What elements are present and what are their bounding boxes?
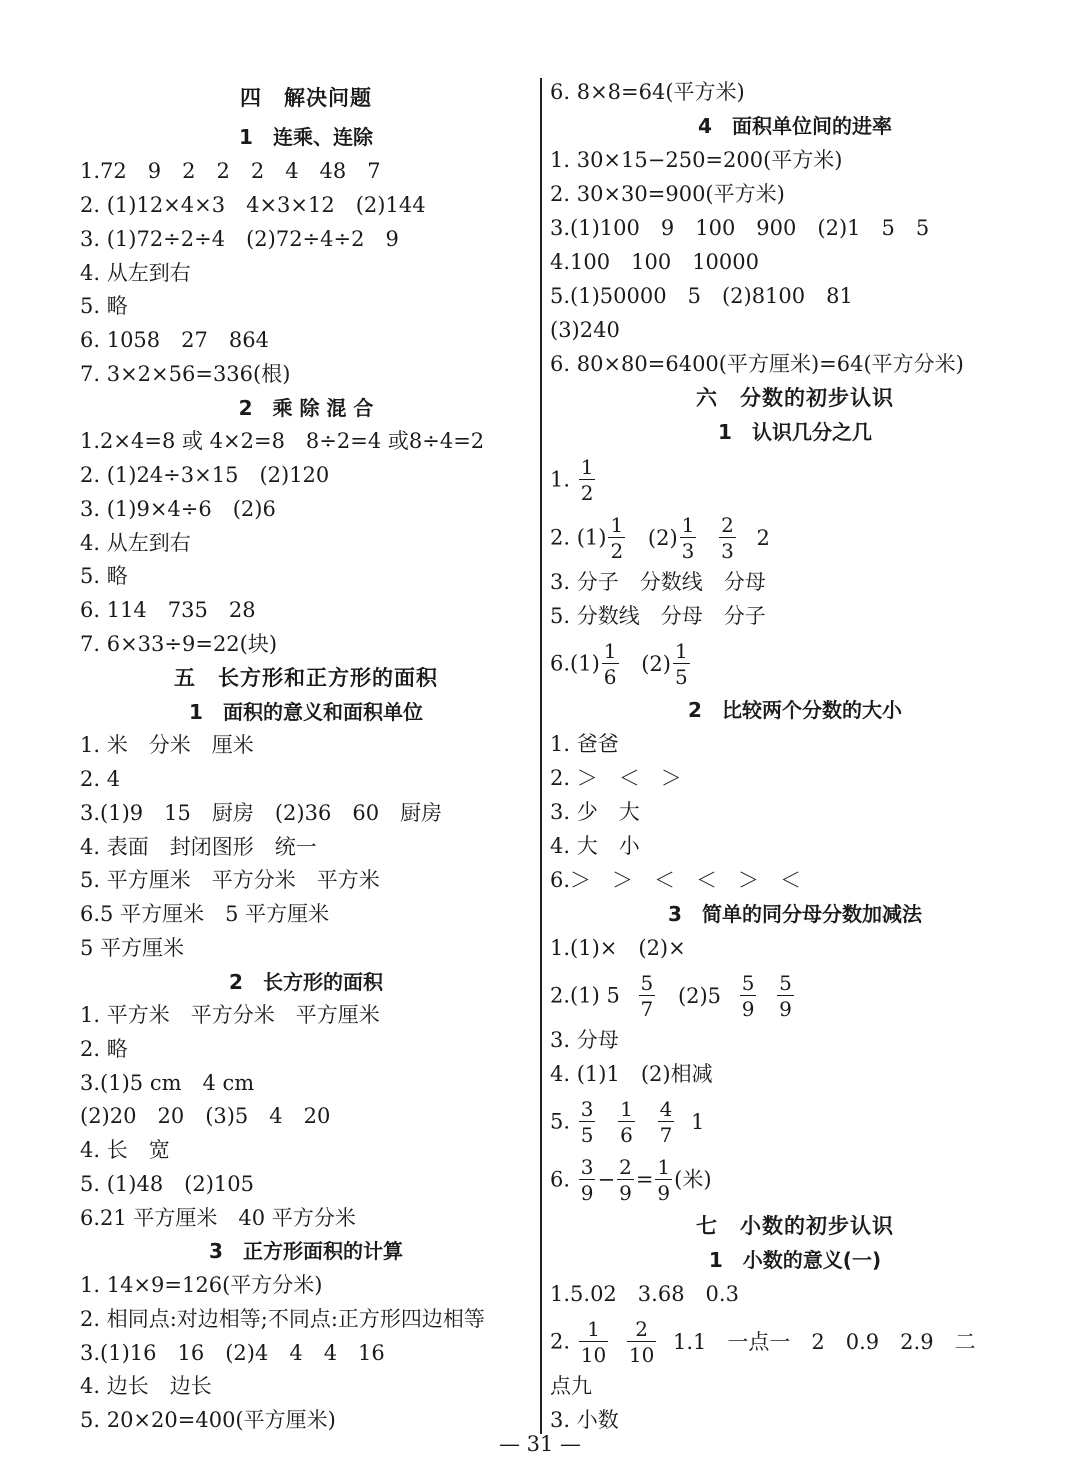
fraction	[579, 1154, 596, 1205]
answer-line: 5. 分数线 分母 分子	[550, 604, 766, 628]
answer-value: 1	[691, 1109, 705, 1134]
question-number: 5.	[550, 1109, 571, 1134]
fraction	[719, 512, 736, 563]
answer-line: 4. (1)1 (2)相减	[550, 1062, 713, 1086]
answer-line: 3. 分母	[550, 1028, 619, 1052]
section-title: 四 解决问题	[240, 86, 372, 110]
numerator: 1	[657, 1154, 671, 1179]
answer-line: 3. (1)72÷2÷4 (2)72÷4÷2 9	[80, 227, 399, 251]
answer-value: 2	[756, 525, 770, 550]
fraction-answer-line	[550, 1090, 704, 1152]
section-title: 六 分数的初步认识	[696, 386, 894, 410]
subsection-title: 3 简单的同分母分数加减法	[668, 902, 922, 926]
subsection-title: 4 面积单位间的进率	[698, 114, 892, 138]
fraction	[777, 970, 794, 1021]
answer-line: 3.(1)9 15 厨房 (2)36 60 厨房	[80, 801, 443, 825]
fraction	[658, 1096, 675, 1147]
fraction	[602, 638, 619, 689]
answer-line: 5 平方厘米	[80, 936, 185, 960]
fraction	[639, 970, 656, 1021]
numerator: 1	[603, 638, 617, 663]
answer-line: (3)240	[550, 318, 620, 342]
section-title: 五 长方形和正方形的面积	[174, 666, 438, 690]
fraction	[740, 970, 757, 1021]
fraction	[579, 1316, 608, 1367]
fraction	[617, 1154, 634, 1205]
numerator: 1	[674, 638, 688, 663]
answer-line: 6. 8×8=64(平方米)	[550, 80, 745, 104]
answer-line: 1. 爸爸	[550, 732, 619, 756]
denominator: 9	[741, 996, 755, 1021]
answer-line: 2. 相同点:对边相等;不同点:正方形四边相等	[80, 1307, 485, 1331]
answer-line: 2. (1)12×4×3 4×3×12 (2)144	[80, 193, 426, 217]
fraction	[608, 512, 625, 563]
sub-question: (2)	[641, 651, 671, 676]
answer-line: 1. 平方米 平方分米 平方厘米	[80, 1003, 380, 1027]
answer-line: 4. 表面 封闭图形 统一	[80, 835, 317, 859]
fraction	[579, 1096, 596, 1147]
answer-line: 7. 3×2×56=336(根)	[80, 362, 291, 386]
answer-line: 2. 略	[80, 1037, 128, 1061]
question-number: 6.(1)	[550, 651, 600, 676]
fraction-answer-line	[550, 964, 796, 1026]
denominator: 3	[681, 538, 695, 563]
fraction-answer-line	[550, 506, 770, 568]
answer-line: 1. 30×15−250=200(平方米)	[550, 148, 843, 172]
answer-line: 5.(1)50000 5 (2)8100 81	[550, 284, 853, 308]
answer-line: 6.5 平方厘米 5 平方厘米	[80, 902, 330, 926]
denominator: 2	[610, 538, 624, 563]
numerator: 1	[580, 454, 594, 479]
answer-line: 5. 略	[80, 564, 128, 588]
answer-line: 5. 20×20=400(平方厘米)	[80, 1408, 336, 1432]
answer-line: 6. 1058 27 864	[80, 328, 269, 352]
minus-sign: −	[597, 1167, 616, 1192]
numerator: 5	[741, 970, 755, 995]
answer-line: 3.(1)100 9 100 900 (2)1 5 5	[550, 216, 930, 240]
numerator: 2	[627, 1319, 656, 1342]
numerator: 1	[579, 1319, 608, 1342]
question-number: 1.	[550, 467, 571, 492]
fraction	[680, 512, 697, 563]
fraction-answer-line	[550, 632, 692, 694]
subsection-title: 2 比较两个分数的大小	[688, 698, 902, 722]
answer-line: 2. 4	[80, 767, 121, 791]
subsection-title: 1 认识几分之几	[718, 420, 872, 444]
numerator: 1	[610, 512, 624, 537]
answer-line: 2. ＞ ＜ ＞	[550, 766, 682, 790]
numerator: 2	[721, 512, 734, 537]
column-divider	[540, 78, 542, 1434]
answer-line: 5. 平方厘米 平方分米 平方米	[80, 868, 380, 892]
subsection-title: 2 乘 除 混 合	[238, 396, 374, 420]
equals-sign: =	[635, 1167, 654, 1192]
numerator: 2	[619, 1154, 632, 1179]
denominator: 6	[603, 664, 617, 689]
page-number: — 31 —	[498, 1432, 582, 1456]
subsection-title: 3 正方形面积的计算	[209, 1239, 403, 1263]
answer-line: (2)20 20 (3)5 4 20	[80, 1104, 331, 1128]
answer-line: 1. 米 分米 厘米	[80, 733, 254, 757]
denominator: 9	[657, 1180, 671, 1205]
subsection-title: 1 小数的意义(一)	[708, 1248, 882, 1272]
answer-line: 1. 14×9=126(平方分米)	[80, 1273, 323, 1297]
answer-line: 3. 分子 分数线 分母	[550, 570, 766, 594]
answer-line: 2. (1)24÷3×15 (2)120	[80, 463, 330, 487]
unit-label: (米)	[674, 1167, 712, 1192]
question-number: 6.	[550, 1167, 571, 1192]
answer-line: 点九	[550, 1374, 592, 1398]
answer-line: 1.2×4=8 或 4×2=8 8÷2=4 或8÷4=2	[80, 429, 485, 453]
answer-line: 1.5.02 3.68 0.3	[550, 1282, 739, 1306]
fraction	[627, 1316, 656, 1367]
numerator: 1	[620, 1096, 633, 1121]
denominator: 9	[619, 1180, 632, 1205]
fraction-answer-line	[550, 1148, 712, 1210]
answer-line: 4. 从左到右	[80, 261, 191, 285]
answer-line: 5. 略	[80, 294, 128, 318]
numerator: 3	[580, 1096, 594, 1121]
answer-line: 6.＞ ＞ ＜ ＜ ＞ ＜	[550, 868, 802, 892]
answer-line: 3.(1)16 16 (2)4 4 4 16	[80, 1341, 385, 1365]
fraction-answer-line	[550, 1310, 976, 1372]
fraction-answer-line	[550, 448, 597, 510]
sub-question: (2)	[647, 525, 678, 550]
answer-line: 7. 6×33÷9=22(块)	[80, 632, 278, 656]
denominator: 2	[580, 480, 594, 505]
answer-line: 3. 少 大	[550, 800, 640, 824]
answer-line: 6. 80×80=6400(平方厘米)=64(平方分米)	[550, 352, 964, 376]
question-number: 2.(1) 5	[550, 983, 620, 1008]
subsection-title: 2 长方形的面积	[229, 970, 383, 994]
denominator: 9	[779, 996, 792, 1021]
denominator: 10	[580, 1342, 607, 1367]
answer-line: 2. 30×30=900(平方米)	[550, 182, 785, 206]
fraction	[579, 454, 596, 505]
answer-line: 4.100 100 10000	[550, 250, 760, 274]
fraction	[673, 638, 690, 689]
denominator: 5	[580, 1122, 594, 1147]
question-number: 2. (1)	[550, 525, 607, 550]
numerator: 1	[681, 512, 695, 537]
denominator: 5	[674, 664, 688, 689]
fraction	[655, 1154, 672, 1205]
fraction	[618, 1096, 635, 1147]
denominator: 10	[628, 1342, 655, 1367]
numerator: 4	[659, 1096, 673, 1121]
answer-line: 4. 边长 边长	[80, 1374, 212, 1398]
subsection-title: 1 面积的意义和面积单位	[189, 700, 423, 724]
sub-question: (2)5	[677, 983, 722, 1008]
denominator: 7	[640, 996, 654, 1021]
question-number: 2.	[550, 1329, 571, 1354]
answer-value: 1.1 一点一 2 0.9 2.9 二	[673, 1329, 976, 1354]
answer-line: 4. 大 小	[550, 834, 640, 858]
answer-line: 6.21 平方厘米 40 平方分米	[80, 1206, 356, 1230]
answer-line: 4. 从左到右	[80, 531, 191, 555]
answer-line: 3.(1)5 cm 4 cm	[80, 1071, 255, 1095]
numerator: 5	[779, 970, 792, 995]
answer-line: 3. (1)9×4÷6 (2)6	[80, 497, 276, 521]
denominator: 9	[580, 1180, 594, 1205]
answer-line: 3. 小数	[550, 1408, 619, 1432]
denominator: 6	[620, 1122, 633, 1147]
numerator: 5	[640, 970, 654, 995]
answer-line: 1.72 9 2 2 2 4 48 7	[80, 159, 381, 183]
subsection-title: 1 连乘、连除	[239, 125, 373, 149]
answer-line: 6. 114 735 28	[80, 598, 256, 622]
answer-line: 4. 长 宽	[80, 1138, 170, 1162]
answer-line: 5. (1)48 (2)105	[80, 1172, 255, 1196]
denominator: 3	[721, 538, 734, 563]
section-title: 七 小数的初步认识	[696, 1214, 894, 1238]
numerator: 3	[580, 1154, 594, 1179]
answer-line: 1.(1)× (2)×	[550, 936, 686, 960]
denominator: 7	[659, 1122, 673, 1147]
